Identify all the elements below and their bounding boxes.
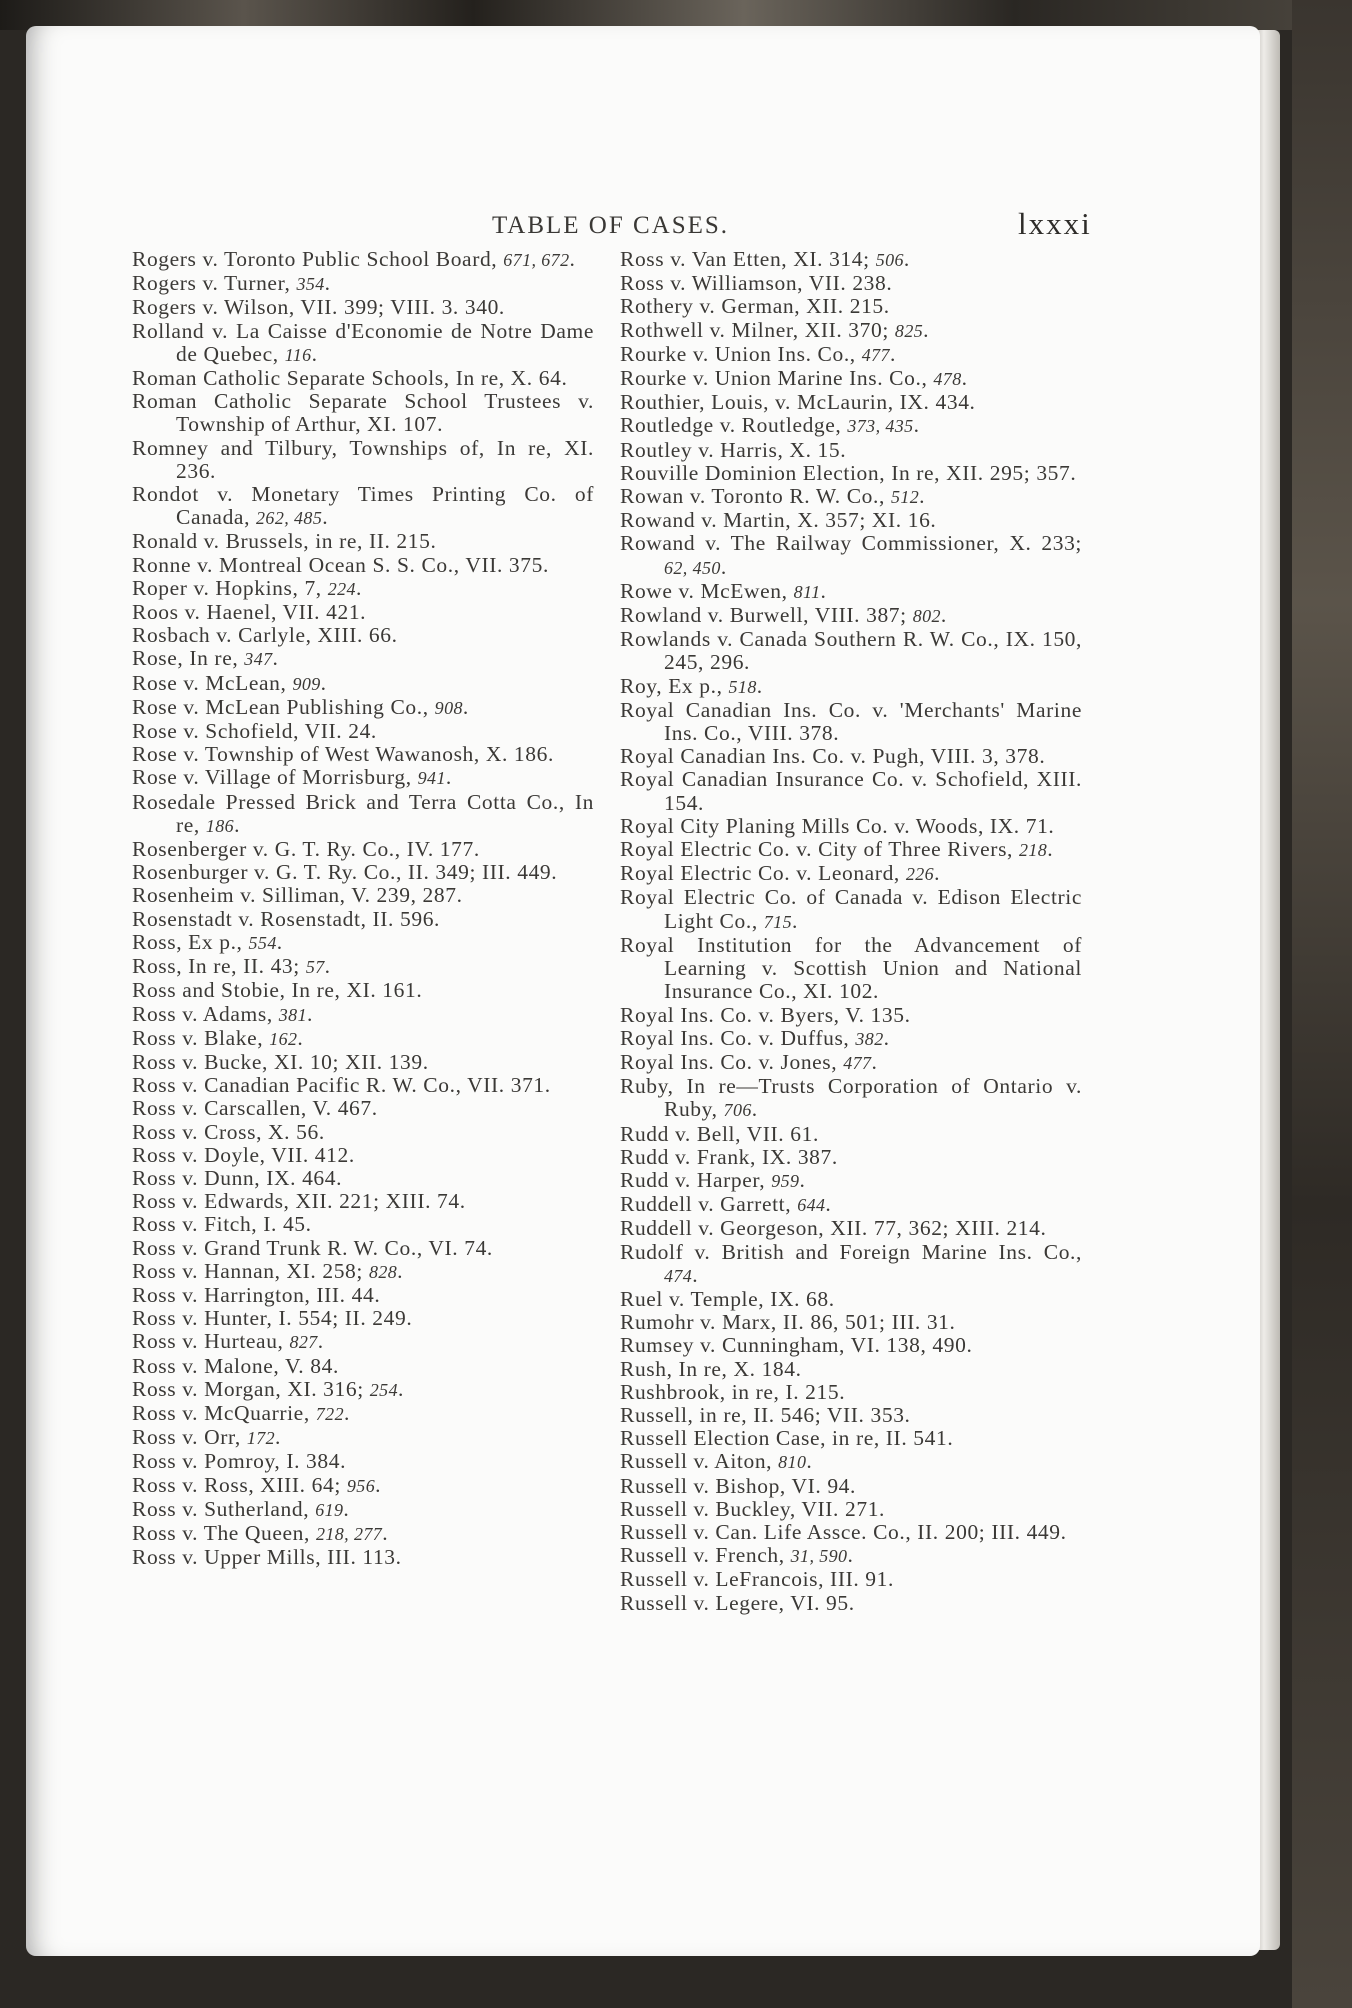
case-entry bbox=[132, 1330, 594, 1354]
page-citation: 116 bbox=[284, 344, 312, 365]
page-citation: 908 bbox=[434, 697, 463, 718]
page-citation: 218 bbox=[1019, 840, 1048, 861]
page-citation: 224 bbox=[327, 578, 356, 599]
case-entry bbox=[620, 838, 1082, 862]
entry-terminator: . bbox=[934, 861, 941, 886]
case-name: Rowand v. Martin, X. 357; XI. 16. bbox=[620, 508, 937, 533]
entry-terminator: . bbox=[883, 1025, 890, 1050]
case-entry bbox=[132, 1402, 594, 1426]
case-entry bbox=[132, 1284, 594, 1307]
case-name: Rourke v. Union Ins. Co., bbox=[620, 341, 862, 366]
case-entry bbox=[132, 296, 594, 319]
case-name: Royal City Planing Mills Co. v. Woods, IX. 71. bbox=[620, 813, 1055, 838]
entry-terminator: . bbox=[397, 1258, 404, 1283]
page-citation: 828 bbox=[368, 1261, 398, 1282]
case-name: Royal Canadian Insurance Co. v. Schofield, XIII. 154. bbox=[620, 767, 1082, 815]
case-name: Rudd v. Harper, bbox=[620, 1167, 772, 1192]
case-name: Roman Catholic Separate Schools, In re, X. 64. bbox=[132, 366, 568, 391]
case-name: Ruby, In re—Trusts Corporation of Ontario v. Ruby, bbox=[620, 1074, 1082, 1122]
page-citation: 57 bbox=[305, 957, 325, 978]
case-entry bbox=[620, 367, 1082, 391]
entry-terminator: . bbox=[847, 1543, 854, 1568]
case-name: Rumsey v. Cunningham, VI. 138, 490. bbox=[620, 1333, 973, 1358]
case-name: Ross v. Grand Trunk R. W. Co., VI. 74. bbox=[132, 1235, 493, 1260]
case-entry bbox=[620, 295, 1082, 318]
case-entry bbox=[620, 414, 1082, 438]
entry-terminator: . bbox=[913, 413, 920, 438]
case-entry bbox=[620, 628, 1082, 674]
case-entry bbox=[132, 1003, 594, 1027]
case-entry bbox=[132, 908, 594, 931]
case-entry bbox=[620, 1075, 1082, 1122]
entry-terminator: . bbox=[324, 954, 331, 979]
case-name: Ross v. Harrington, III. 44. bbox=[132, 1282, 381, 1307]
case-name: Royal Electric Co. v. Leonard, bbox=[620, 861, 906, 886]
case-entry bbox=[132, 1426, 594, 1450]
case-name: Routley v. Harris, X. 15. bbox=[620, 437, 847, 462]
case-name: Rose, In re, bbox=[132, 646, 245, 671]
entry-terminator: . bbox=[275, 1425, 282, 1450]
entry-terminator: . bbox=[720, 554, 727, 579]
case-entry bbox=[132, 791, 594, 838]
case-name: Russell v. Legere, VI. 95. bbox=[620, 1590, 855, 1615]
entry-terminator: . bbox=[306, 1001, 313, 1026]
case-name: Ronald v. Brussels, in re, II. 215. bbox=[132, 529, 437, 554]
case-name: Rouville Dominion Election, In re, XII. 295; 357. bbox=[620, 460, 1077, 485]
case-name: Russell, in re, II. 546; VII. 353. bbox=[620, 1402, 911, 1427]
case-entry bbox=[132, 1027, 594, 1051]
case-entry bbox=[620, 886, 1082, 933]
case-entry bbox=[620, 934, 1082, 1004]
case-entry bbox=[620, 1051, 1082, 1075]
case-entry bbox=[620, 862, 1082, 886]
entry-terminator: . bbox=[382, 1520, 389, 1545]
page-citation: 162 bbox=[269, 1028, 298, 1049]
entry-terminator: . bbox=[445, 765, 452, 790]
case-name: Royal Ins. Co. v. Jones, bbox=[620, 1049, 844, 1074]
case-entry bbox=[620, 319, 1082, 343]
entry-terminator: . bbox=[961, 366, 968, 391]
case-name: Ross v. Carscallen, V. 467. bbox=[132, 1096, 378, 1121]
case-name: Russell v. French, bbox=[620, 1543, 791, 1568]
case-name: Ross v. Hannan, XI. 258; bbox=[132, 1258, 369, 1283]
case-entry bbox=[132, 1167, 594, 1190]
case-name: Ross v. Dunn, IX. 464. bbox=[132, 1165, 343, 1190]
case-entry bbox=[620, 272, 1082, 295]
case-entry bbox=[620, 1027, 1082, 1051]
case-name: Rowland v. Burwell, VIII. 387; bbox=[620, 603, 913, 628]
case-entry bbox=[132, 1307, 594, 1330]
case-entry bbox=[620, 248, 1082, 272]
entry-terminator: . bbox=[272, 646, 279, 671]
page-citation: 262, 485 bbox=[256, 508, 323, 529]
entry-terminator: . bbox=[751, 1097, 758, 1122]
entry-terminator: . bbox=[375, 1472, 382, 1497]
case-entry bbox=[620, 675, 1082, 699]
entry-terminator: . bbox=[791, 908, 798, 933]
case-name: Rolland v. La Caisse d'Economie de Notre Dame de Quebec, bbox=[132, 318, 594, 366]
entry-terminator: . bbox=[569, 247, 576, 271]
case-entry bbox=[620, 1169, 1082, 1193]
scan-backdrop-right bbox=[1292, 0, 1352, 2008]
page-citation: 810 bbox=[778, 1452, 807, 1473]
case-name: Ross v. Canadian Pacific R. W. Co., VII. 371. bbox=[132, 1073, 551, 1098]
case-name: Rosenburger v. G. T. Ry. Co., II. 349; III. 449. bbox=[132, 860, 558, 885]
page-citation: 62, 450 bbox=[664, 557, 721, 578]
case-name: Rondot v. Monetary Times Printing Co. of Canada, bbox=[132, 482, 594, 530]
case-entry bbox=[132, 743, 594, 766]
page-citation: 381 bbox=[278, 1004, 307, 1025]
case-name: Russell v. LeFrancois, III. 91. bbox=[620, 1567, 894, 1592]
case-name: Roos v. Haenel, VII. 421. bbox=[132, 600, 367, 625]
case-name: Royal Canadian Ins. Co. v. Pugh, VIII. 3, 378. bbox=[620, 744, 1046, 769]
page-citation: 715 bbox=[763, 911, 792, 932]
case-name: Ross v. Malone, V. 84. bbox=[132, 1353, 339, 1378]
case-name: Roy, Ex p., bbox=[620, 673, 729, 698]
page-citation: 909 bbox=[292, 673, 321, 694]
page-citation: 172 bbox=[246, 1428, 276, 1449]
entry-terminator: . bbox=[317, 1329, 324, 1354]
running-title: TABLE OF CASES. bbox=[492, 212, 730, 239]
case-name: Ruel v. Temple, IX. 68. bbox=[620, 1286, 835, 1311]
case-name: Routledge v. Routledge, bbox=[620, 413, 848, 438]
case-entry bbox=[620, 1381, 1082, 1404]
case-entry bbox=[132, 601, 594, 624]
entry-terminator: . bbox=[806, 1449, 813, 1474]
case-name: Rose v. Village of Morrisburg, bbox=[132, 765, 418, 790]
case-name: Ross v. Adams, bbox=[132, 1001, 279, 1026]
entry-terminator: . bbox=[397, 1376, 404, 1401]
case-entry bbox=[132, 483, 594, 530]
case-entry bbox=[132, 1051, 594, 1074]
case-entry bbox=[132, 1144, 594, 1167]
case-name: Ross v. Blake, bbox=[132, 1025, 270, 1050]
case-name: Royal Electric Co. v. City of Three Rivers, bbox=[620, 837, 1019, 862]
page-citation: 671, 672 bbox=[503, 250, 570, 270]
case-entry bbox=[620, 439, 1082, 462]
case-name: Ross v. Pomroy, I. 384. bbox=[132, 1449, 347, 1474]
case-name: Roper v. Hopkins, 7, bbox=[132, 575, 328, 600]
case-entry bbox=[620, 699, 1082, 745]
case-name: Russell Election Case, in re, II. 541. bbox=[620, 1426, 954, 1451]
page-citation: 186 bbox=[205, 815, 235, 836]
case-entry bbox=[620, 1241, 1082, 1288]
case-name: Rowe v. McEwen, bbox=[620, 578, 794, 603]
case-entry bbox=[132, 720, 594, 743]
case-name: Rudolf v. British and Foreign Marine Ins. Co., bbox=[620, 1239, 1082, 1264]
entry-terminator: . bbox=[756, 673, 763, 698]
case-entry bbox=[620, 485, 1082, 509]
case-name: Ruddell v. Georgeson, XII. 77, 362; XIII. 214. bbox=[620, 1216, 1047, 1241]
case-entry bbox=[620, 1521, 1082, 1544]
case-name: Rose v. McLean Publishing Co., bbox=[132, 694, 435, 719]
case-entry bbox=[620, 462, 1082, 485]
entry-terminator: . bbox=[903, 247, 910, 271]
case-entry bbox=[132, 1546, 594, 1569]
page-citation: 373, 435 bbox=[847, 416, 914, 437]
entry-terminator: . bbox=[940, 603, 947, 628]
case-entry bbox=[132, 1450, 594, 1473]
case-name: Royal Electric Co. of Canada v. Edison Electric Light Co., bbox=[620, 885, 1082, 933]
page-citation: 811 bbox=[793, 581, 821, 602]
case-name: Rothwell v. Milner, XII. 370; bbox=[620, 317, 895, 342]
case-name: Rogers v. Turner, bbox=[132, 271, 297, 296]
page-citation: 31, 590 bbox=[790, 1546, 848, 1567]
case-name: Ross and Stobie, In re, XI. 161. bbox=[132, 978, 423, 1003]
page-citation: 959 bbox=[771, 1170, 800, 1191]
case-entry bbox=[132, 367, 594, 390]
case-name: Ross v. Orr, bbox=[132, 1425, 247, 1450]
case-name: Ross v. Ross, XIII. 64; bbox=[132, 1472, 347, 1497]
case-column-left bbox=[132, 248, 594, 1569]
case-name: Routhier, Louis, v. McLaurin, IX. 434. bbox=[620, 390, 976, 415]
case-name: Royal Ins. Co. v. Duffus, bbox=[620, 1025, 856, 1050]
page-citation: 477 bbox=[861, 344, 890, 365]
entry-terminator: . bbox=[923, 317, 930, 342]
page-citation: 802 bbox=[912, 606, 941, 627]
entry-terminator: . bbox=[825, 1192, 832, 1217]
entry-terminator: . bbox=[462, 694, 469, 719]
case-name: Ross v. The Queen, bbox=[132, 1520, 316, 1545]
case-entry bbox=[132, 955, 594, 979]
case-name: Rowand v. The Railway Commissioner, X. 233; bbox=[620, 531, 1082, 556]
entry-terminator: . bbox=[889, 341, 896, 366]
case-name: Royal Canadian Ins. Co. v. 'Merchants' Marine Ins. Co., VIII. 378. bbox=[620, 697, 1082, 746]
case-entry bbox=[132, 390, 594, 436]
case-entry bbox=[132, 1498, 594, 1522]
case-name: Ross v. Williamson, VII. 238. bbox=[620, 271, 893, 296]
case-name: Rosbach v. Carlyle, XIII. 66. bbox=[132, 623, 398, 648]
case-entry bbox=[620, 1404, 1082, 1427]
case-name: Rushbrook, in re, I. 215. bbox=[620, 1379, 846, 1404]
case-entry bbox=[132, 1237, 594, 1260]
case-entry bbox=[620, 1498, 1082, 1521]
case-name: Ross v. Fitch, I. 45. bbox=[132, 1212, 312, 1237]
entry-terminator: . bbox=[692, 1262, 699, 1287]
case-name: Rose v. McLean, bbox=[132, 670, 293, 695]
case-name: Rosenberger v. G. T. Ry. Co., IV. 177. bbox=[132, 837, 480, 862]
case-name: Ross v. Morgan, XI. 316; bbox=[132, 1376, 370, 1401]
page-citation: 354 bbox=[296, 274, 325, 295]
case-name: Rothery v. German, XII. 215. bbox=[620, 294, 890, 319]
case-entry bbox=[620, 604, 1082, 628]
case-entry bbox=[132, 1260, 594, 1284]
case-entry bbox=[132, 1121, 594, 1144]
case-entry bbox=[132, 838, 594, 861]
case-entry bbox=[620, 1288, 1082, 1311]
case-name: Rowan v. Toronto R. W. Co., bbox=[620, 484, 891, 509]
case-entry bbox=[620, 343, 1082, 367]
page-citation: 218, 277 bbox=[315, 1523, 383, 1544]
case-name: Rogers v. Wilson, VII. 399; VIII. 3. 340. bbox=[132, 295, 505, 320]
case-entry bbox=[620, 745, 1082, 768]
entry-terminator: . bbox=[343, 1496, 350, 1521]
case-entry bbox=[132, 884, 594, 907]
entry-terminator: . bbox=[871, 1049, 878, 1074]
entry-terminator: . bbox=[311, 341, 318, 366]
case-entry bbox=[620, 509, 1082, 532]
page-citation: 825 bbox=[894, 320, 924, 341]
page-citation: 941 bbox=[417, 768, 446, 789]
page-citation: 722 bbox=[315, 1403, 344, 1424]
case-name: Royal Institution for the Advancement of Learning v. Scottish Union and National Insurance Co., XI. 102. bbox=[620, 932, 1082, 1004]
page-citation: 506 bbox=[875, 250, 904, 270]
case-name: Ross v. Cross, X. 56. bbox=[132, 1119, 325, 1144]
case-entry bbox=[620, 1193, 1082, 1217]
case-entry bbox=[620, 1592, 1082, 1615]
case-name: Ross v. Sutherland, bbox=[132, 1496, 316, 1521]
case-name: Ronne v. Montreal Ocean S. S. Co., VII. 375. bbox=[132, 552, 549, 577]
case-entry bbox=[132, 1378, 594, 1402]
case-entry bbox=[620, 1146, 1082, 1169]
page-citation: 226 bbox=[905, 864, 935, 885]
case-entry bbox=[620, 1475, 1082, 1498]
page-citation: 554 bbox=[248, 932, 277, 953]
page-citation: 706 bbox=[723, 1100, 752, 1121]
case-name: Rumohr v. Marx, II. 86, 501; III. 31. bbox=[620, 1310, 956, 1335]
case-name: Romney and Tilbury, Townships of, In re, XI. 236. bbox=[132, 435, 594, 483]
case-name: Rose v. Schofield, VII. 24. bbox=[132, 719, 377, 744]
case-name: Rudd v. Frank, IX. 387. bbox=[620, 1144, 838, 1169]
case-name: Ross v. Hurteau, bbox=[132, 1329, 290, 1354]
case-entry bbox=[620, 1358, 1082, 1381]
case-entry bbox=[132, 1190, 594, 1213]
case-name: Ross v. Van Etten, XI. 314; bbox=[620, 247, 876, 271]
case-entry bbox=[132, 979, 594, 1002]
case-name: Russell v. Can. Life Assce. Co., II. 200; III. 449. bbox=[620, 1519, 1067, 1544]
case-entry bbox=[132, 766, 594, 790]
page-citation: 518 bbox=[728, 676, 757, 697]
case-name: Rosedale Pressed Brick and Terra Cotta Co., In re, bbox=[132, 789, 594, 837]
case-entry bbox=[132, 1074, 594, 1097]
case-name: Ross v. McQuarrie, bbox=[132, 1400, 316, 1425]
entry-terminator: . bbox=[234, 812, 241, 837]
case-entry bbox=[620, 815, 1082, 838]
case-entry bbox=[132, 647, 594, 671]
case-entry bbox=[132, 1522, 594, 1546]
case-column-right bbox=[620, 248, 1082, 1615]
case-entry bbox=[620, 1311, 1082, 1334]
case-name: Ross, In re, II. 43; bbox=[132, 954, 306, 979]
case-name: Rourke v. Union Marine Ins. Co., bbox=[620, 366, 934, 391]
case-name: Russell v. Bishop, VI. 94. bbox=[620, 1473, 856, 1498]
page-citation: 619 bbox=[315, 1499, 344, 1520]
case-name: Rosenstadt v. Rosenstadt, II. 596. bbox=[132, 906, 441, 931]
entry-terminator: . bbox=[919, 484, 926, 509]
case-name: Rose v. Township of West Wawanosh, X. 186. bbox=[132, 742, 554, 767]
case-name: Ross, Ex p., bbox=[132, 929, 249, 954]
page-citation: 478 bbox=[933, 369, 962, 390]
case-entry bbox=[132, 437, 594, 483]
entry-terminator: . bbox=[276, 929, 283, 954]
case-name: Ross v. Hunter, I. 554; II. 249. bbox=[132, 1306, 413, 1331]
case-entry bbox=[620, 1427, 1082, 1450]
case-name: Ross v. Doyle, VII. 412. bbox=[132, 1142, 355, 1167]
case-name: Roman Catholic Separate School Trustees v. Township of Arthur, XI. 107. bbox=[132, 389, 594, 437]
case-entry bbox=[132, 1355, 594, 1378]
case-entry bbox=[620, 532, 1082, 579]
case-entry bbox=[620, 1334, 1082, 1357]
case-entry bbox=[132, 577, 594, 601]
case-entry bbox=[132, 530, 594, 553]
entry-terminator: . bbox=[799, 1167, 806, 1192]
case-entry bbox=[620, 1568, 1082, 1591]
case-entry bbox=[132, 696, 594, 720]
case-entry bbox=[620, 1217, 1082, 1240]
page-citation: 477 bbox=[843, 1052, 872, 1073]
case-entry bbox=[620, 768, 1082, 814]
case-entry bbox=[132, 320, 594, 367]
case-name: Rush, In re, X. 184. bbox=[620, 1356, 802, 1381]
page-header bbox=[26, 206, 1260, 252]
entry-terminator: . bbox=[820, 578, 827, 603]
page-citation: 254 bbox=[369, 1379, 398, 1400]
case-entry bbox=[132, 1474, 594, 1498]
case-entry bbox=[620, 391, 1082, 414]
entry-terminator: . bbox=[355, 575, 362, 600]
case-name: Ross v. Bucke, XI. 10; XII. 139. bbox=[132, 1049, 429, 1074]
case-name: Russell v. Aiton, bbox=[620, 1449, 779, 1474]
case-entry bbox=[132, 1097, 594, 1120]
case-entry bbox=[620, 1004, 1082, 1027]
entry-terminator: . bbox=[1047, 837, 1054, 862]
case-name: Ruddell v. Garrett, bbox=[620, 1192, 798, 1217]
case-name: Rowlands v. Canada Southern R. W. Co., IX. 150, 245, 296. bbox=[620, 627, 1082, 675]
case-entry bbox=[620, 580, 1082, 604]
page-citation: 644 bbox=[797, 1195, 826, 1216]
page-citation: 827 bbox=[289, 1332, 318, 1353]
entry-terminator: . bbox=[297, 1025, 304, 1050]
case-entry bbox=[132, 861, 594, 884]
entry-terminator: . bbox=[324, 271, 331, 296]
case-entry bbox=[132, 272, 594, 296]
page-number: lxxxi bbox=[1018, 206, 1092, 241]
page-citation: 347 bbox=[244, 649, 273, 670]
page-citation: 382 bbox=[855, 1028, 884, 1049]
case-entry bbox=[620, 1544, 1082, 1568]
case-entry bbox=[620, 1123, 1082, 1146]
case-entry bbox=[132, 672, 594, 696]
case-name: Rudd v. Bell, VII. 61. bbox=[620, 1121, 819, 1146]
entry-terminator: . bbox=[343, 1400, 350, 1425]
case-name: Russell v. Buckley, VII. 271. bbox=[620, 1496, 886, 1521]
case-name: Rogers v. Toronto Public School Board, bbox=[132, 247, 504, 271]
case-entry bbox=[132, 554, 594, 577]
page-citation: 474 bbox=[664, 1265, 693, 1286]
case-name: Royal Ins. Co. v. Byers, V. 135. bbox=[620, 1002, 911, 1027]
case-entry bbox=[132, 1213, 594, 1236]
case-entry bbox=[132, 931, 594, 955]
page-citation: 512 bbox=[890, 487, 920, 508]
page-citation: 956 bbox=[346, 1475, 376, 1496]
case-entry bbox=[620, 1450, 1082, 1474]
entry-terminator: . bbox=[320, 670, 327, 695]
case-entry bbox=[132, 624, 594, 647]
case-name: Ross v. Upper Mills, III. 113. bbox=[132, 1545, 402, 1570]
case-name: Rosenheim v. Silliman, V. 239, 287. bbox=[132, 883, 463, 908]
case-name: Ross v. Edwards, XII. 221; XIII. 74. bbox=[132, 1189, 466, 1214]
case-entry bbox=[132, 248, 594, 272]
entry-terminator: . bbox=[322, 505, 329, 530]
